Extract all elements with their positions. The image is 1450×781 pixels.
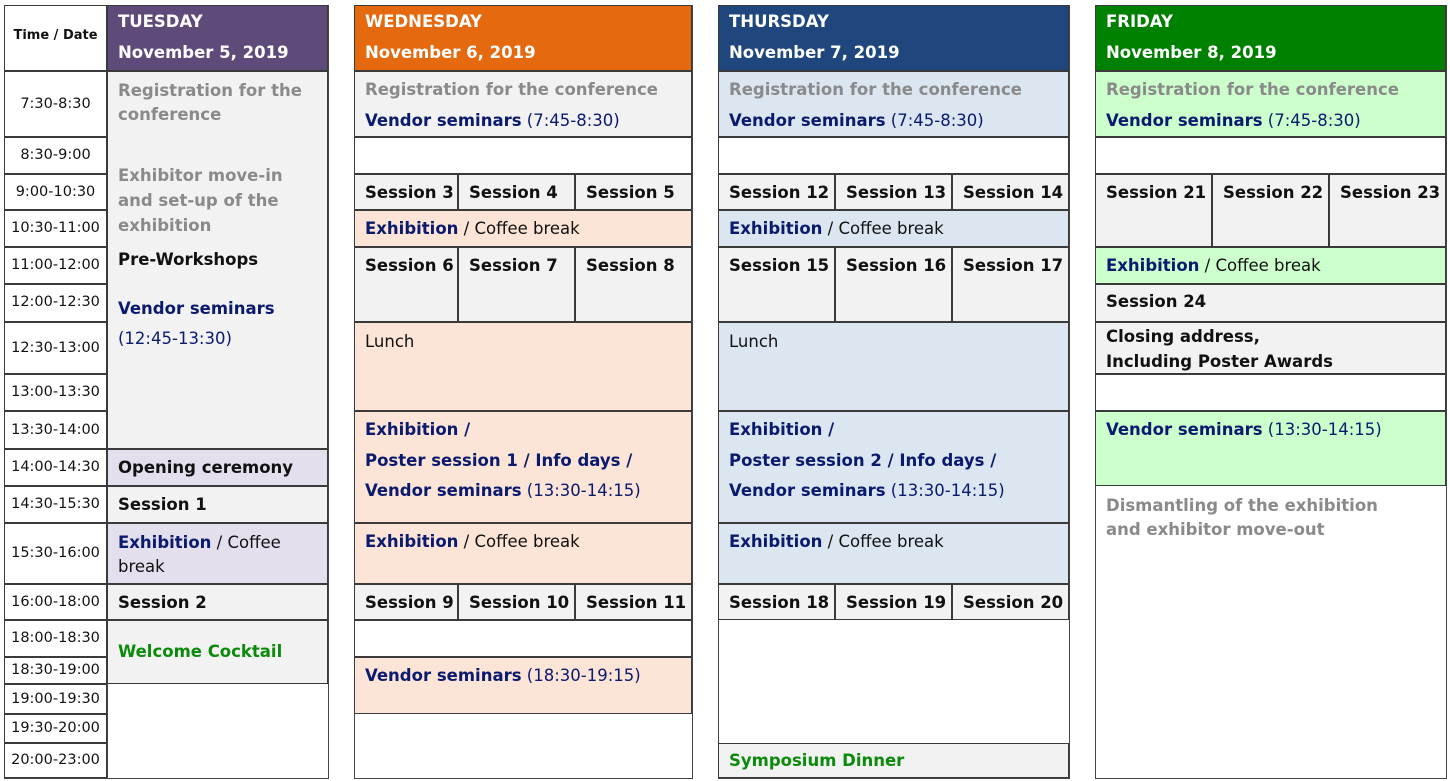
thursday-session-13: Session 13 <box>846 183 947 202</box>
tuesday-session-1-label: Session 1 <box>118 495 207 514</box>
wednesday-day-name: WEDNESDAY <box>365 12 482 31</box>
wednesday-vendor-label-2: Vendor seminars <box>365 481 522 500</box>
wednesday-vendor-time: (7:45-8:30) <box>521 111 620 130</box>
tuesday-day-name: TUESDAY <box>118 12 203 31</box>
thursday-coffee-label: / Coffee break <box>822 219 944 238</box>
wednesday-empty-cell <box>354 137 692 174</box>
thursday-session-14: Session 14 <box>963 183 1064 202</box>
tuesday-exhibition-label: Exhibition <box>118 533 212 552</box>
tuesday-session-2-label: Session 2 <box>118 593 207 612</box>
thursday-coffee-label-2: / Coffee break <box>822 532 944 551</box>
wednesday-coffee-text <box>365 218 580 240</box>
thursday-registration: Registration for the conference <box>729 80 1022 99</box>
time-date-label: Time / Date <box>13 28 98 43</box>
thursday-session-17: Session 17 <box>963 256 1064 275</box>
friday-session-23: Session 23 <box>1340 183 1441 202</box>
thursday-session-12: Session 12 <box>729 183 830 202</box>
time-label: 20:00-23:00 <box>11 752 100 768</box>
thursday-poster-session: Poster session 2 <box>729 451 882 470</box>
friday-vendor-time-2: (13:30-14:15) <box>1262 420 1382 439</box>
friday-empty-cell <box>1095 137 1446 174</box>
thursday-session-15: Session 15 <box>729 256 830 275</box>
friday-session-21: Session 21 <box>1106 183 1207 202</box>
tuesday-opening-label: Opening ceremony <box>118 458 294 477</box>
wednesday-vendor-evening <box>365 665 641 687</box>
time-label: 14:30-15:30 <box>11 496 100 512</box>
friday-empty-cell-2 <box>1095 374 1446 411</box>
wednesday-session-4: Session 4 <box>469 183 558 202</box>
friday-vendor-morning <box>1106 110 1361 132</box>
time-label: 11:00-12:00 <box>11 257 100 273</box>
wednesday-session-9: Session 9 <box>365 593 454 612</box>
friday-date: November 8, 2019 <box>1106 43 1277 62</box>
thursday-vendor-label: Vendor seminars <box>729 111 886 130</box>
thursday-session-18: Session 18 <box>729 593 830 612</box>
friday-day-name: FRIDAY <box>1106 12 1173 31</box>
time-label: 19:00-19:30 <box>11 691 100 707</box>
thursday-lunch: Lunch <box>729 332 779 351</box>
wednesday-vendor-time-2: (13:30-14:15) <box>521 481 641 500</box>
wednesday-coffee-label: / Coffee break <box>458 219 580 238</box>
wednesday-vendor-label-3: Vendor seminars <box>365 666 522 685</box>
wednesday-poster-session: Poster session 1 <box>365 451 518 470</box>
wednesday-date: November 6, 2019 <box>365 43 536 62</box>
thursday-dinner: Symposium Dinner <box>729 751 905 770</box>
wednesday-exhibition-label-2: Exhibition <box>365 532 459 551</box>
wednesday-vendor-time-3: (18:30-19:15) <box>521 666 641 685</box>
thursday-exhibition-label-2: Exhibition <box>729 532 823 551</box>
time-label: 8:30-9:00 <box>20 147 91 163</box>
wednesday-info-days: / Info days / <box>517 451 633 470</box>
thursday-exhibition-line <box>729 419 834 441</box>
time-label: 15:30-16:00 <box>11 545 100 561</box>
wednesday-session-5: Session 5 <box>586 183 675 202</box>
wednesday-coffee-label-2: / Coffee break <box>458 532 580 551</box>
friday-vendor-label-2: Vendor seminars <box>1106 420 1263 439</box>
tuesday-welcome-label: Welcome Cocktail <box>118 642 283 661</box>
friday-coffee-label: / Coffee break <box>1199 256 1321 275</box>
friday-vendor-label: Vendor seminars <box>1106 111 1263 130</box>
wednesday-exhibition-slash: Exhibition / <box>365 420 471 439</box>
thursday-vendor-morning <box>729 110 984 132</box>
tuesday-exhibitor-move-in: Exhibitor move-in and set-up of the exhibition <box>118 166 283 235</box>
time-label: 14:00-14:30 <box>11 459 100 475</box>
friday-vendor-afternoon <box>1106 419 1382 441</box>
wednesday-registration: Registration for the conference <box>365 80 658 99</box>
thursday-empty-cell <box>718 137 1069 174</box>
wednesday-exhibition-line <box>365 419 470 441</box>
tuesday-vendor-seminars: Vendor seminars <box>118 299 275 318</box>
friday-session-24: Session 24 <box>1106 292 1207 311</box>
thursday-coffee-text <box>729 218 944 240</box>
time-label: 13:30-14:00 <box>11 422 100 438</box>
wednesday-session-10: Session 10 <box>469 593 570 612</box>
wednesday-session-6: Session 6 <box>365 256 454 275</box>
time-label: 16:00-18:00 <box>11 594 100 610</box>
wednesday-session-7: Session 7 <box>469 256 558 275</box>
wednesday-exhibition-label: Exhibition <box>365 219 459 238</box>
thursday-session-19: Session 19 <box>846 593 947 612</box>
thursday-coffee-text-2 <box>729 531 944 553</box>
wednesday-session-11: Session 11 <box>586 593 687 612</box>
friday-vendor-time: (7:45-8:30) <box>1262 111 1361 130</box>
wednesday-session-8: Session 8 <box>586 256 675 275</box>
tuesday-exhibition-text <box>118 531 318 579</box>
friday-session-22: Session 22 <box>1223 183 1324 202</box>
wednesday-poster-line <box>365 450 632 472</box>
wednesday-session-3: Session 3 <box>365 183 454 202</box>
wednesday-vendor-label: Vendor seminars <box>365 111 522 130</box>
thursday-vendor-afternoon <box>729 480 1005 502</box>
wednesday-coffee-text-2 <box>365 531 580 553</box>
friday-registration: Registration for the conference <box>1106 80 1399 99</box>
tuesday-pre-workshops: Pre-Workshops <box>118 250 259 269</box>
time-label: 19:30-20:00 <box>11 720 100 736</box>
thursday-session-20: Session 20 <box>963 593 1064 612</box>
time-label: 12:00-12:30 <box>11 294 100 310</box>
thursday-vendor-time-2: (13:30-14:15) <box>885 481 1005 500</box>
thursday-date: November 7, 2019 <box>729 43 900 62</box>
thursday-info-days: / Info days / <box>881 451 997 470</box>
thursday-vendor-time: (7:45-8:30) <box>885 111 984 130</box>
tuesday-vendor-time: (12:45-13:30) <box>118 329 232 348</box>
tuesday-date: November 5, 2019 <box>118 43 289 62</box>
thursday-exhibition-slash: Exhibition / <box>729 420 835 439</box>
thursday-vendor-label-2: Vendor seminars <box>729 481 886 500</box>
thursday-poster-line <box>729 450 996 472</box>
wednesday-vendor-afternoon <box>365 480 641 502</box>
tuesday-registration: Registration for the conference <box>118 81 302 124</box>
friday-exhibition-label: Exhibition <box>1106 256 1200 275</box>
time-label: 7:30-8:30 <box>20 96 91 112</box>
wednesday-lunch: Lunch <box>365 332 415 351</box>
time-label: 18:00-18:30 <box>11 630 100 646</box>
thursday-exhibition-label: Exhibition <box>729 219 823 238</box>
time-label: 12:30-13:00 <box>11 340 100 356</box>
tuesday-coffee-break: / Coffee break <box>118 533 281 576</box>
wednesday-empty-cell-2 <box>354 620 692 657</box>
time-label: 13:00-13:30 <box>11 384 100 400</box>
time-label: 18:30-19:00 <box>11 662 100 678</box>
time-label: 9:00-10:30 <box>15 184 96 200</box>
friday-closing-line1: Closing address, <box>1106 327 1260 346</box>
thursday-day-name: THURSDAY <box>729 12 829 31</box>
friday-closing-line2: Including Poster Awards <box>1106 352 1333 371</box>
thursday-session-16: Session 16 <box>846 256 947 275</box>
friday-coffee-text <box>1106 255 1321 277</box>
time-label: 10:30-11:00 <box>11 220 100 236</box>
friday-dismantling: Dismantling of the exhibition and exhibitor move-out <box>1106 496 1378 539</box>
wednesday-vendor-morning <box>365 110 620 132</box>
